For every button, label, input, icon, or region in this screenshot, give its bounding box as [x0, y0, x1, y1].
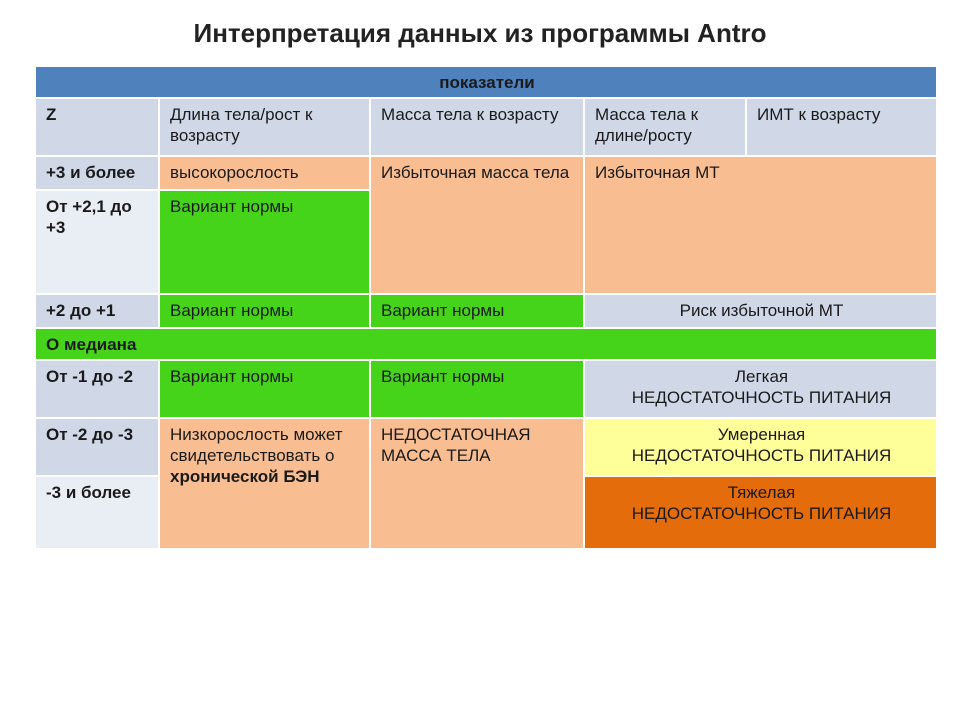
severe-label: Тяжелая	[727, 483, 796, 502]
table-row	[35, 360, 937, 418]
col-header-bmi: ИМТ к возрасту	[746, 98, 937, 156]
table-row	[35, 156, 937, 190]
col-header-weight-length: Масса тела к длине/росту	[584, 98, 746, 156]
cell-norm-weight-plus2: Вариант нормы	[370, 294, 584, 328]
cell-underweight: НЕДОСТАТОЧНАЯ МАССА ТЕЛА	[370, 418, 584, 549]
mild-deficiency-label: НЕДОСТАТОЧНОСТЬ ПИТАНИЯ	[631, 388, 892, 407]
cell-norm-weight-minus1: Вариант нормы	[370, 360, 584, 418]
row-label-minus3: -3 и более	[35, 476, 159, 549]
cell-mild-deficiency	[584, 360, 937, 418]
cell-risk-excess: Риск избыточной МТ	[584, 294, 937, 328]
cell-excess-weight: Избыточная масса тела	[370, 156, 584, 294]
row-label-plus21-3: От +2,1 до +3	[35, 190, 159, 294]
short-stature-bold: хронической БЭН	[170, 467, 320, 486]
cell-moderate-deficiency	[584, 418, 937, 476]
row-label-minus1-2: От -1 до -2	[35, 360, 159, 418]
row-label-minus2-3: От -2 до -3	[35, 418, 159, 476]
mild-label: Легкая	[734, 367, 789, 386]
cell-norm-height-plus2: Вариант нормы	[159, 294, 370, 328]
cell-tall: высокорослость	[159, 156, 370, 190]
moderate-label: Умеренная	[717, 425, 806, 444]
page-title: Интерпретация данных из программы Antro	[193, 18, 767, 48]
row-label-plus2-1: +2 до +1	[35, 294, 159, 328]
cell-excess-mt: Избыточная МТ	[584, 156, 937, 294]
short-stature-text: Низкорослость может свидетельствовать о	[170, 425, 343, 465]
col-header-z: Z	[35, 98, 159, 156]
col-header-weight-age: Масса тела к возрасту	[370, 98, 584, 156]
moderate-deficiency-label: НЕДОСТАТОЧНОСТЬ ПИТАНИЯ	[631, 446, 892, 465]
table-row	[35, 294, 937, 328]
cell-norm-plus3: Вариант нормы	[159, 190, 370, 294]
severe-deficiency-label: НЕДОСТАТОЧНОСТЬ ПИТАНИЯ	[631, 504, 892, 523]
cell-severe-deficiency	[584, 476, 937, 549]
table-row	[35, 418, 937, 476]
row-label-median: О медиана	[35, 328, 937, 360]
median-row	[35, 328, 937, 360]
header-row	[35, 66, 937, 98]
table-header: показатели	[35, 66, 937, 98]
column-headers-row	[35, 98, 937, 156]
col-header-height: Длина тела/рост к возрасту	[159, 98, 370, 156]
cell-norm-height-minus1: Вариант нормы	[159, 360, 370, 418]
interpretation-table	[34, 65, 938, 550]
cell-short-stature	[159, 418, 370, 549]
row-label-plus3: +3 и более	[35, 156, 159, 190]
